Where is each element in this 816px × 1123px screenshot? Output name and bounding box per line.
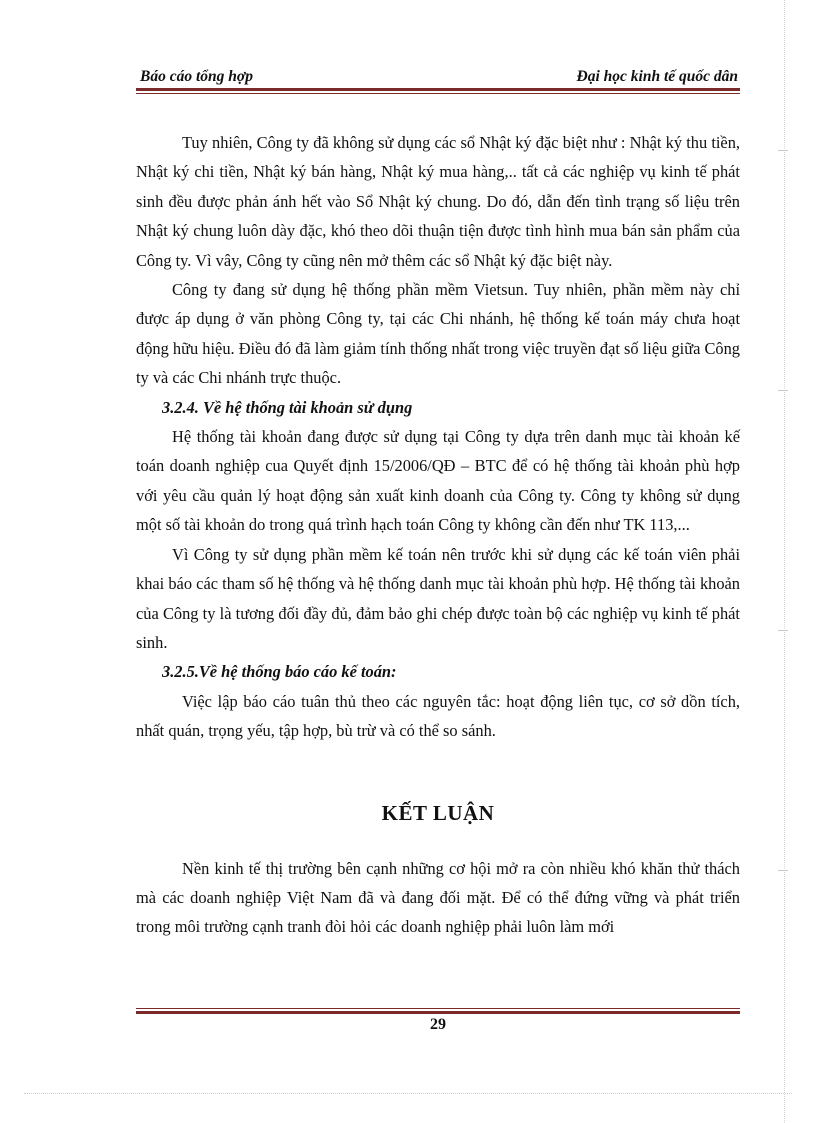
body-paragraph: Hệ thống tài khoản đang được sử dụng tại Công ty dựa trên danh mục tài khoản kế toán doanh nghiệp cua Quyết định 15/2006/QĐ – BTC để có hệ thống tài khoản phù hợp với yêu cầu quản lý hoạt động sản xuất kinh doanh của Công ty. Công ty không sử dụng một số tài khoản do trong quá trình hạch toán Công ty không cần đến như TK 113,... — [136, 427, 740, 535]
section-heading: 3.2.4. Về hệ thống tài khoản sử dụng — [162, 397, 413, 417]
margin-tick — [778, 390, 788, 391]
header-university-name: Đại học kinh tế quốc dân — [576, 68, 738, 85]
body-paragraph: Nền kinh tế thị trường bên cạnh những cơ hội mở ra còn nhiều khó khăn thử thách mà các doanh nghiệp Việt Nam đã và đang đối mặt. Để có thể đứng vững và phát triển trong môi trường cạnh tranh đòi hỏi các doanh nghiệp phải luôn làm mới — [136, 858, 740, 937]
page-number: 29 — [430, 1016, 446, 1033]
margin-guide — [784, 0, 785, 1123]
margin-tick — [778, 150, 788, 151]
body-paragraph: Việc lập báo cáo tuân thủ theo các nguyên tắc: hoạt động liên tục, cơ sở dồn tích, nhất quán, trọng yếu, tập hợp, bù trừ và có thể so sánh. — [136, 691, 740, 741]
document-body — [136, 128, 740, 942]
conclusion-heading: KẾT LUẬN — [381, 800, 495, 825]
header-divider — [136, 88, 740, 91]
header-divider-thin — [136, 93, 740, 94]
section-heading: 3.2.5.Về hệ thống báo cáo kế toán: — [162, 662, 397, 682]
body-paragraph: Vì Công ty sử dụng phần mềm kế toán nên trước khi sử dụng các kế toán viên phải khai báo các tham số hệ thống và hệ thống danh mục tài khoản phù hợp. Hệ thống tài khoản của Công ty là tương đối đầy đủ, đảm bảo ghi chép được toàn bộ các nghiệp vụ kinh tế phát sinh. — [136, 544, 740, 652]
page-header — [136, 64, 740, 86]
body-paragraph: Công ty đang sử dụng hệ thống phần mềm Vietsun. Tuy nhiên, phần mềm này chỉ được áp dụng ở văn phòng Công ty, tại các Chi nhánh, hệ thống kế toán máy chưa hoạt động hữu hiệu. Điều đó đã làm giảm tính thống nhất trong việc truyền đạt số liệu giữa Công ty và các Chi nhánh trực thuộc. — [136, 280, 740, 388]
footer-divider-thin — [136, 1008, 740, 1009]
footer-divider — [136, 1011, 740, 1014]
body-paragraph: Tuy nhiên, Công ty đã không sử dụng các sổ Nhật ký đặc biệt như : Nhật ký thu tiền, Nhật ký chi tiền, Nhật ký bán hàng, Nhật ký mua hàng,.. tất cả các nghiệp vụ kinh tế phát sinh đều được phản ánh hết vào Sổ Nhật ký chung. Do đó, dẫn đến tình trạng số liệu trên Nhật ký chung luôn dày đặc, khó theo dõi thuận tiện được tình hình mua bán sản phẩm của Công ty. Vì vây, Công ty cũng nên mở thêm các sổ Nhật ký đặc biệt này. — [136, 133, 740, 270]
page-edge-guide — [24, 1093, 792, 1094]
margin-tick — [778, 870, 788, 871]
margin-tick — [778, 630, 788, 631]
header-report-title: Báo cáo tổng hợp — [140, 68, 253, 85]
